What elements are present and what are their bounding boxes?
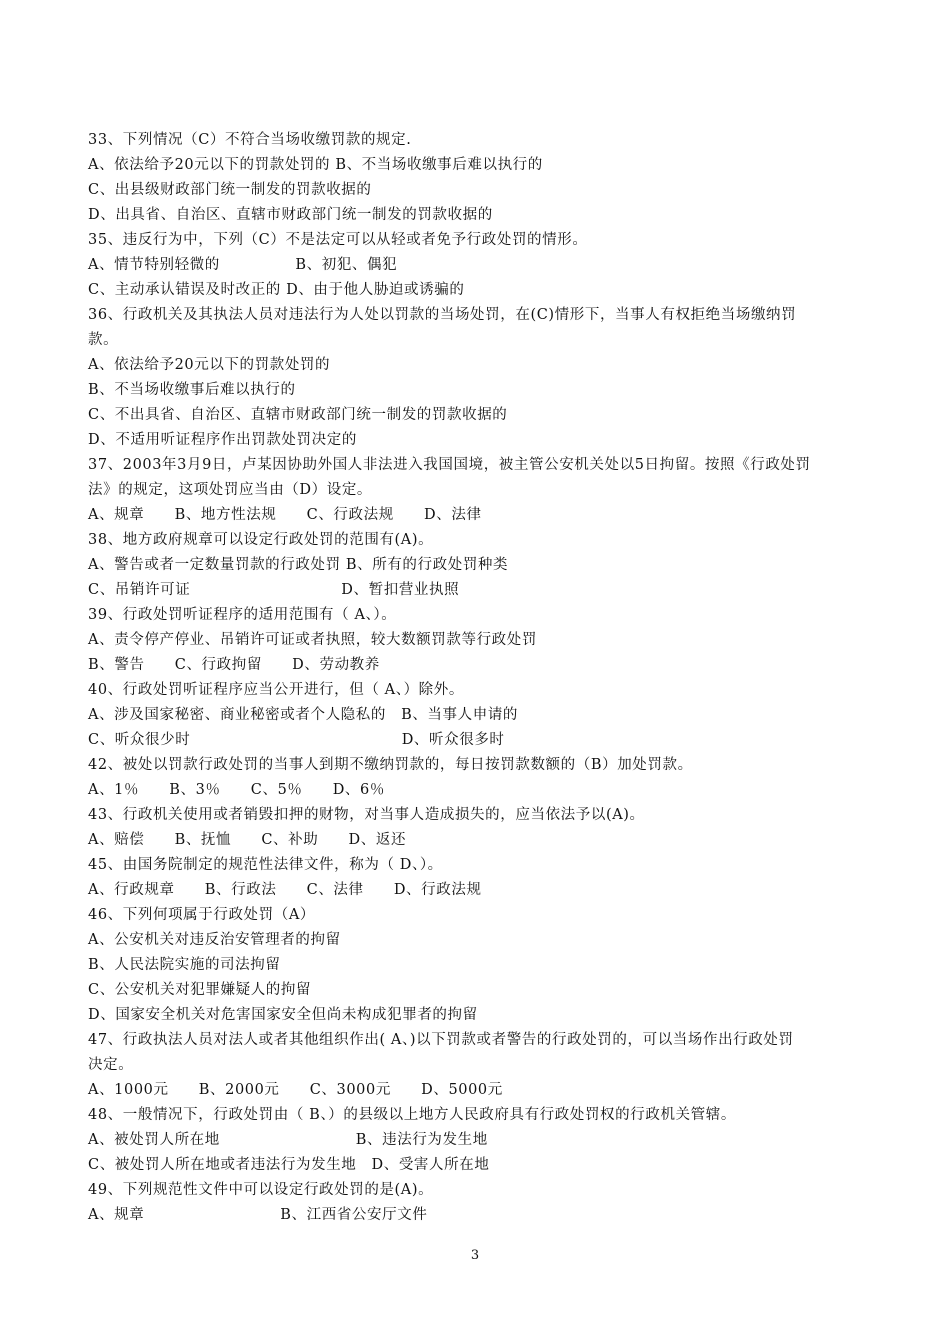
text-line: 39、行政处罚听证程序的适用范围有（ A、）。 bbox=[88, 607, 397, 623]
text-line: A、公安机关对违反治安管理者的拘留 bbox=[88, 932, 341, 948]
text-line: D、国家安全机关对危害国家安全但尚未构成犯罪者的拘留 bbox=[88, 1007, 478, 1023]
text-line: 法》的规定，这项处罚应当由（D）设定。 bbox=[88, 482, 373, 498]
text-line: 37、2003年3月9日，卢某因协助外国人非法进入我国国境，被主管公安机关处以5日拘留。按照《行政处罚 bbox=[88, 457, 811, 473]
text-line: 47、行政执法人员对法人或者其他组织作出( A、)以下罚款或者警告的行政处罚的，可以当场作出行政处罚 bbox=[88, 1032, 794, 1048]
text-line: A、情节特别轻微的 B、初犯、偶犯 bbox=[88, 257, 398, 273]
text-line: C、听众很少时 D、听众很多时 bbox=[88, 732, 505, 748]
text-line: C、吊销许可证 D、暂扣营业执照 bbox=[88, 582, 460, 598]
text-line: 48、一般情况下，行政处罚由（ B、）的县级以上地方人民政府具有行政处罚权的行政机关管辖。 bbox=[88, 1107, 736, 1123]
text-line: A、依法给予20元以下的罚款处罚的 bbox=[88, 357, 331, 373]
text-line: D、出具省、自治区、直辖市财政部门统一制发的罚款收据的 bbox=[88, 207, 493, 223]
text-line: A、1000元 B、2000元 C、3000元 D、5000元 bbox=[88, 1082, 503, 1098]
text-line: A、责令停产停业、吊销许可证或者执照，较大数额罚款等行政处罚 bbox=[88, 632, 537, 648]
text-line: C、被处罚人所在地或者违法行为发生地 D、受害人所在地 bbox=[88, 1157, 490, 1173]
text-line: 35、违反行为中，下列（C）不是法定可以从轻或者免予行政处罚的情形。 bbox=[88, 232, 588, 248]
text-line: C、公安机关对犯罪嫌疑人的拘留 bbox=[88, 982, 312, 998]
text-line: 款。 bbox=[88, 332, 119, 348]
text-line: A、被处罚人所在地 B、违法行为发生地 bbox=[88, 1132, 488, 1148]
text-line: 33、下列情况（C）不符合当场收缴罚款的规定. bbox=[88, 132, 412, 148]
text-line: A、规章 B、地方性法规 C、行政法规 D、法律 bbox=[88, 507, 482, 523]
text-line: 决定。 bbox=[88, 1057, 134, 1073]
text-line: B、警告 C、行政拘留 D、劳动教养 bbox=[88, 657, 380, 673]
text-line: A、赔偿 B、抚恤 C、补助 D、返还 bbox=[88, 832, 407, 848]
text-line: A、依法给予20元以下的罚款处罚的 B、不当场收缴事后难以执行的 bbox=[88, 157, 543, 173]
text-line: A、涉及国家秘密、商业秘密或者个人隐私的 B、当事人申请的 bbox=[88, 707, 519, 723]
document-body bbox=[88, 128, 878, 1228]
text-line: A、警告或者一定数量罚款的行政处罚 B、所有的行政处罚种类 bbox=[88, 557, 509, 573]
text-line: 40、行政处罚听证程序应当公开进行，但（ A、）除外。 bbox=[88, 682, 464, 698]
text-line: C、出县级财政部门统一制发的罚款收据的 bbox=[88, 182, 372, 198]
text-line: C、主动承认错误及时改正的 D、由于他人胁迫或诱骗的 bbox=[88, 282, 465, 298]
text-line: A、1％ B、3％ C、5％ D、6％ bbox=[88, 782, 385, 798]
text-line: A、规章 B、江西省公安厅文件 bbox=[88, 1207, 428, 1223]
text-line: B、不当场收缴事后难以执行的 bbox=[88, 382, 296, 398]
text-line: C、不出具省、自治区、直辖市财政部门统一制发的罚款收据的 bbox=[88, 407, 508, 423]
text-line: 43、行政机关使用或者销毁扣押的财物，对当事人造成损失的，应当依法予以(A)。 bbox=[88, 807, 645, 823]
text-line: 45、由国务院制定的规范性法律文件，称为（ D、）。 bbox=[88, 857, 443, 873]
text-line: A、行政规章 B、行政法 C、法律 D、行政法规 bbox=[88, 882, 482, 898]
text-line: B、人民法院实施的司法拘留 bbox=[88, 957, 281, 973]
text-line: 36、行政机关及其执法人员对违法行为人处以罚款的当场处罚，在(C)情形下，当事人有权拒绝当场缴纳罚 bbox=[88, 307, 797, 323]
text-line: 49、下列规范性文件中可以设定行政处罚的是(A)。 bbox=[88, 1182, 434, 1198]
text-line: D、不适用听证程序作出罚款处罚决定的 bbox=[88, 432, 357, 448]
text-line: 38、地方政府规章可以设定行政处罚的范围有(A)。 bbox=[88, 532, 434, 548]
page-number: 3 bbox=[470, 1248, 480, 1263]
text-line: 42、被处以罚款行政处罚的当事人到期不缴纳罚款的，每日按罚款数额的（B）加处罚款。 bbox=[88, 757, 693, 773]
text-line: 46、下列何项属于行政处罚（A） bbox=[88, 907, 316, 923]
